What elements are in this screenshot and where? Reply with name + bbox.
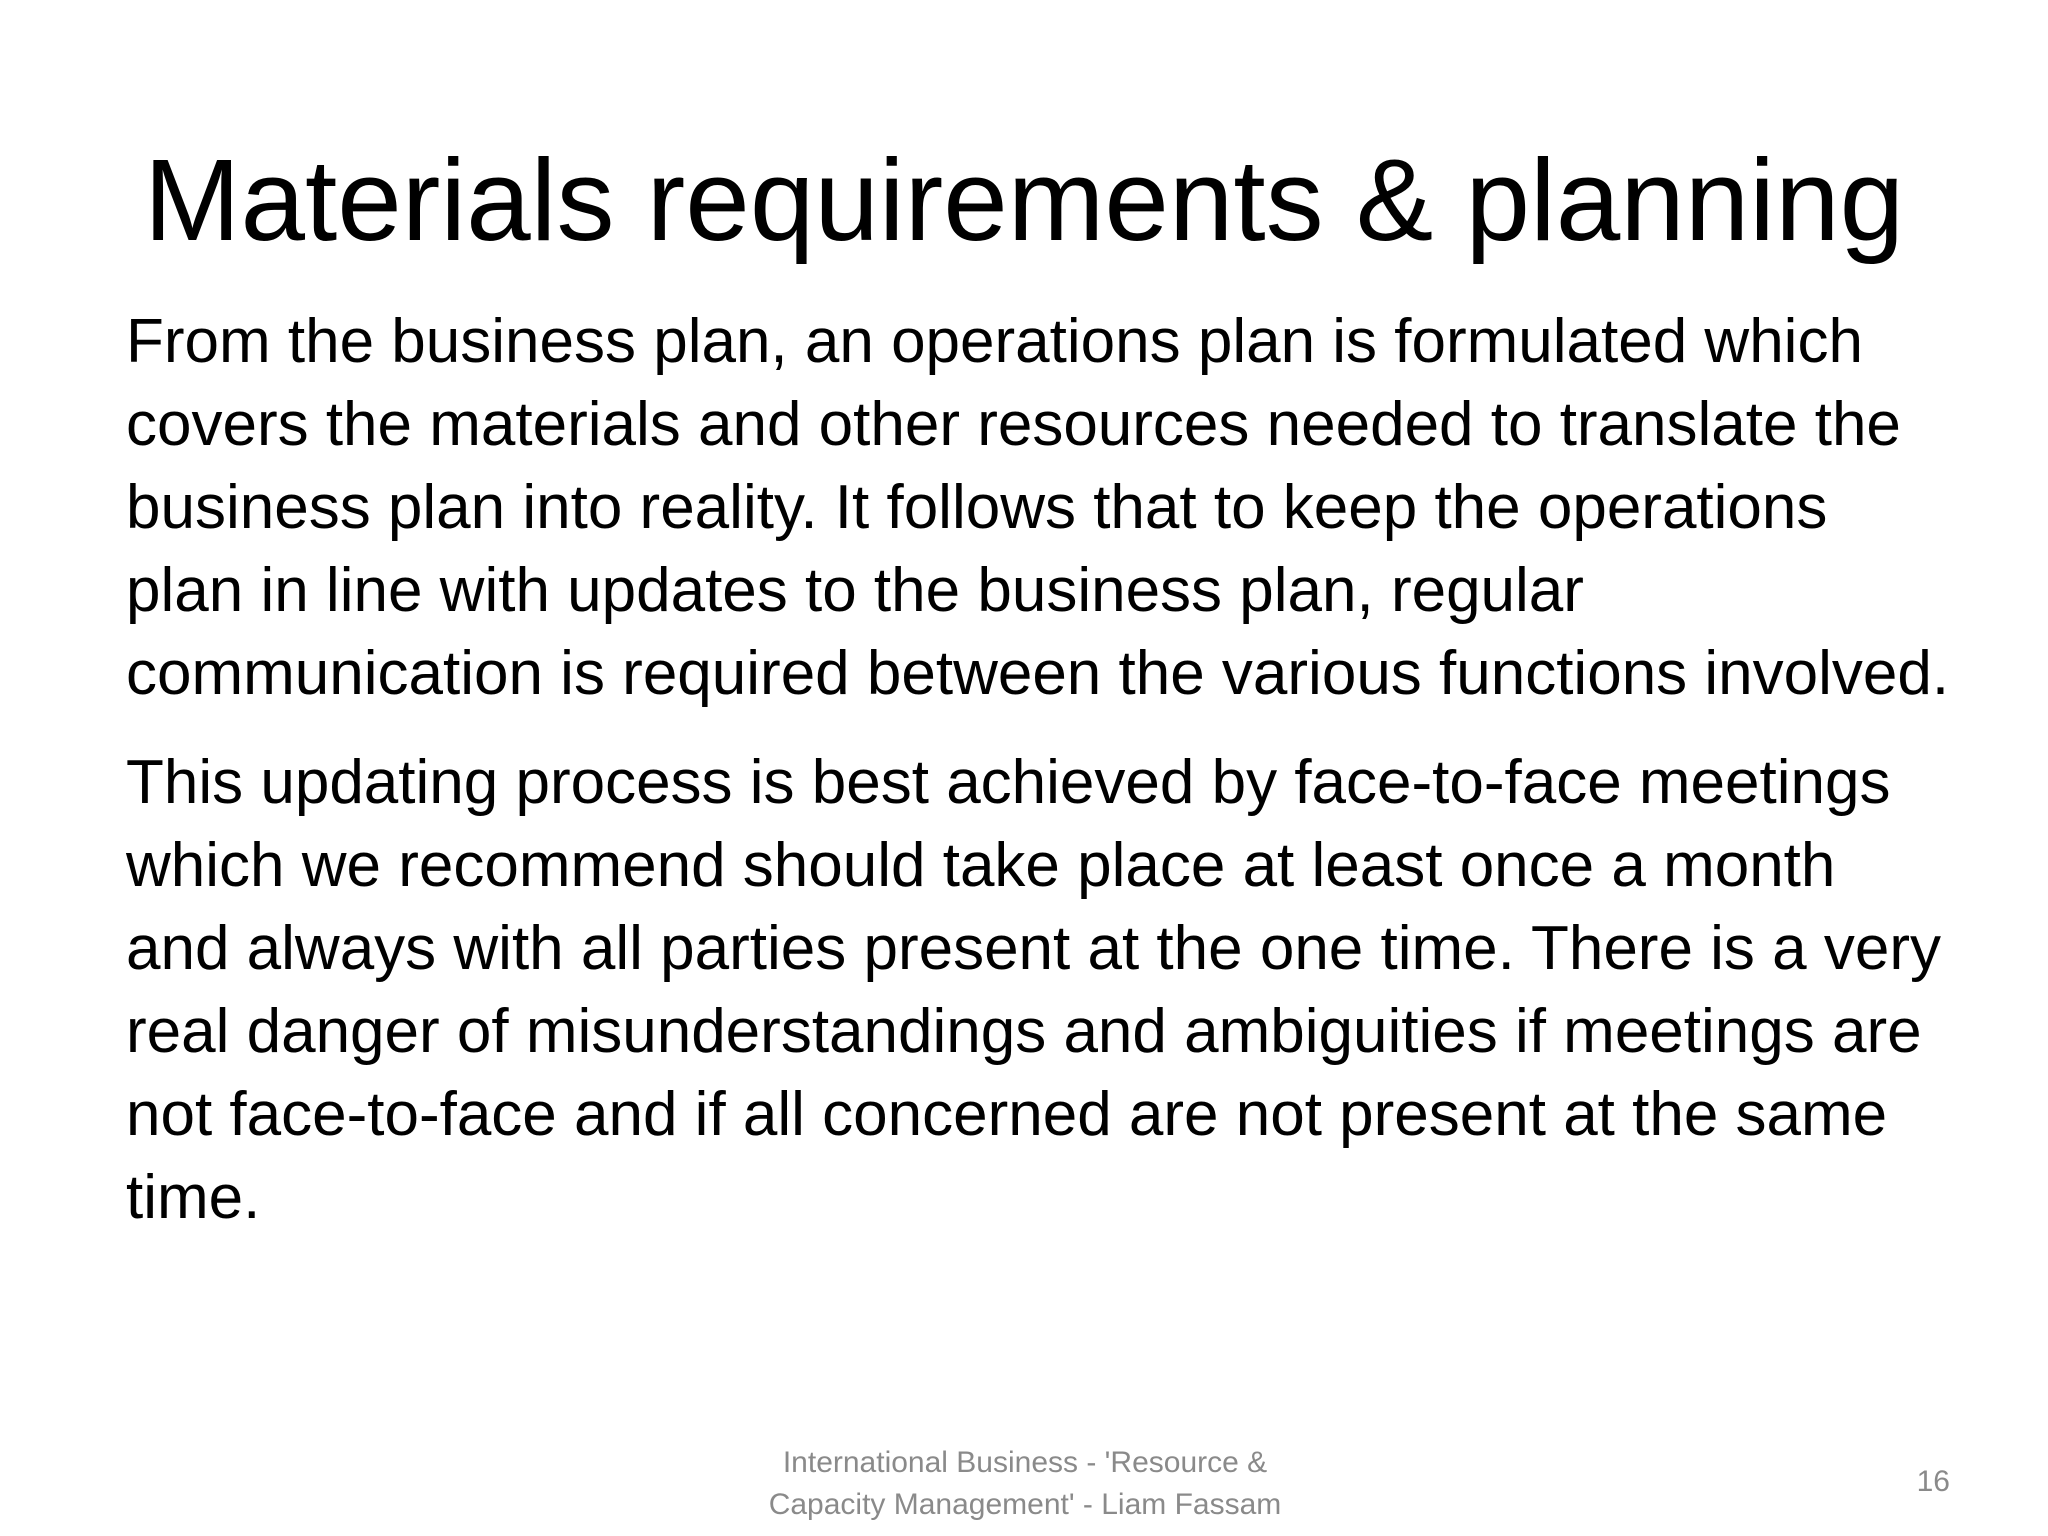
slide-body xyxy=(126,300,1956,1265)
slide-title: Materials requirements & planning xyxy=(143,135,1905,265)
body-paragraph-2: This updating process is best achieved by face-to-face meetings which we recommend should take place at least once a month and always with all parties present at the one time. There is a very real danger of misunderstandings and ambiguities if meetings are not face-to-face and if all concerned are not present at the same time. xyxy=(126,748,1941,1232)
body-paragraph-1: From the business plan, an operations plan is formulated which covers the materials and other resources needed to translate the business plan into reality. It follows that to keep the operations plan in line with updates to the business plan, regular communication is required between the various functions involved. xyxy=(126,307,1950,708)
footer-line-1: International Business - 'Resource & xyxy=(782,1446,1268,1479)
footer-line-2: Capacity Management' - Liam Fassam xyxy=(768,1488,1282,1521)
slide-footer xyxy=(700,1442,1350,1526)
page-number: 16 xyxy=(1916,1465,1950,1498)
